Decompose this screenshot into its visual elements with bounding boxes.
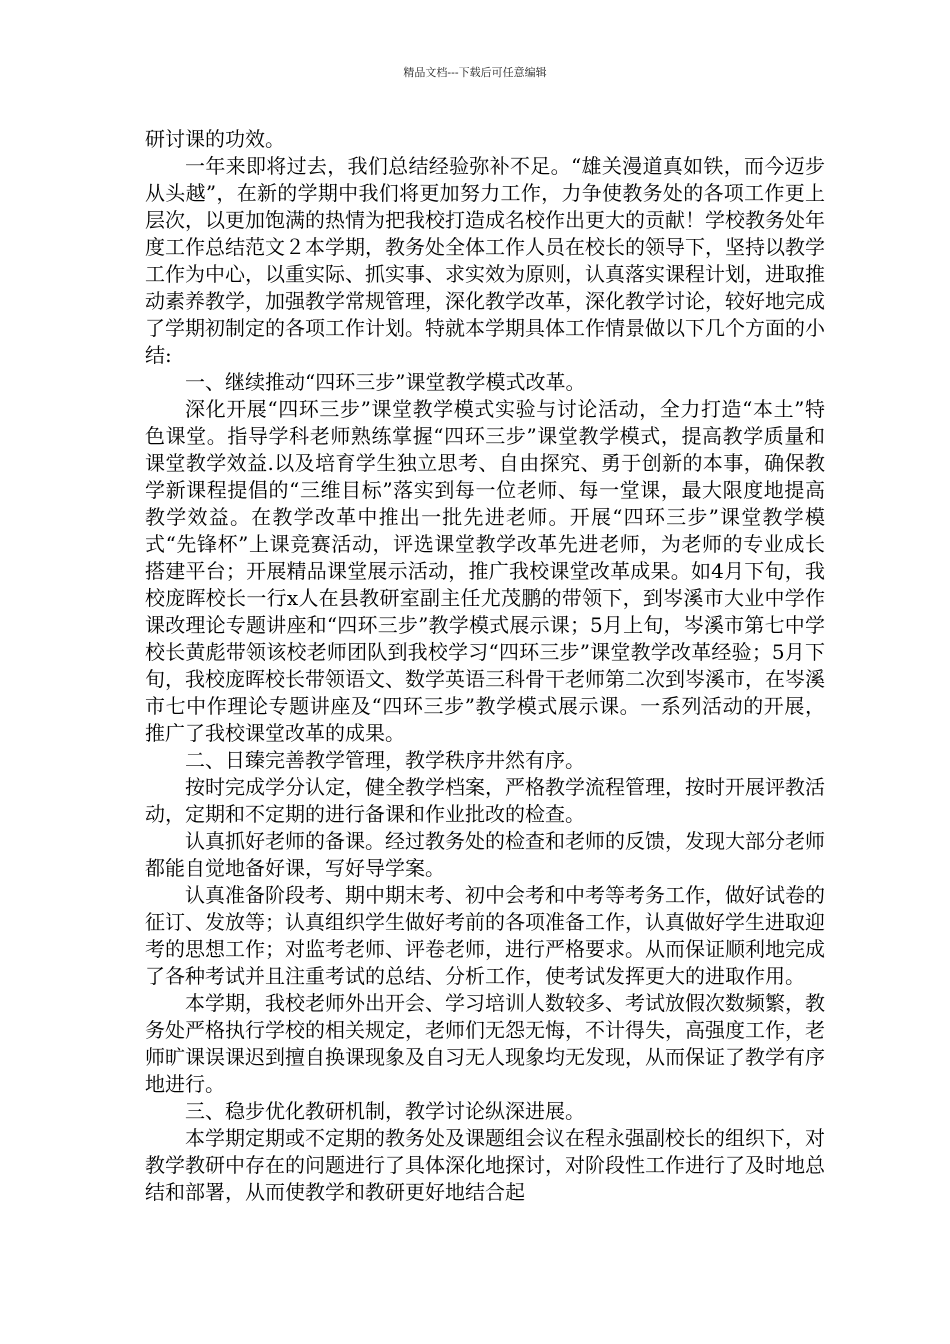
section-heading: 三、稳步优化教研机制，教学讨论纵深进展。 bbox=[185, 1099, 585, 1123]
section-heading: 一、继续推动“四环三步”课堂教学模式改革。 bbox=[185, 370, 586, 394]
document-body bbox=[145, 126, 825, 1206]
paragraph: 深化开展“四环三步”课堂教学模式实验与讨论活动，全力打造“本土”特色课堂。指导学科老师熟练掌握“四环三步”课堂教学模式，提高教学质量和课堂教学效益.以及培育学生独立思考、自由探究、勇于创新的本事，确保教学新课程提倡的“三维目标”落实到每一位老师、每一堂课，最大限度地提高教学效益。在教学改革中推出一批先进老师。开展“四环三步”课堂教学模式“先锋杯”上课竞赛活动，评选课堂教学改革先进老师，为老师的专业成长搭建平台；开展精品课堂展示活动，推广我校课堂改革成果。如4月下旬，我校庞晖校长一行x人在县教研室副主任尤茂鹏的带领下，到岑溪市大业中学作课改理论专题讲座和“四环三步”教学模式展示课；5月上旬，岑溪市第七中学校长黄彪带领该校老师团队到我校学习“四环三步”课堂教学改革经验；5月下旬，我校庞晖校长带领语文、数学英语三科骨干老师第二次到岑溪市，在岑溪市七中作理论专题讲座及“四环三步”教学模式展示课。一系列活动的开展，推广了我校课堂改革的成果。 bbox=[145, 397, 825, 745]
paragraph: 按时完成学分认定，健全教学档案，严格教学流程管理，按时开展评教活动，定期和不定期的进行备课和作业批改的检查。 bbox=[145, 775, 825, 826]
paragraph: 认真抓好老师的备课。经过教务处的检查和老师的反馈，发现大部分老师都能自觉地备好课，写好导学案。 bbox=[145, 829, 825, 880]
paragraph: 认真准备阶段考、期中期末考、初中会考和中考等考务工作，做好试卷的征订、发放等；认真组织学生做好考前的各项准备工作，认真做好学生进取迎考的思想工作；对监考老师、评卷老师，进行严格要求。从而保证顺利地完成了各种考试并且注重考试的总结、分析工作，使考试发挥更大的进取作用。 bbox=[145, 883, 825, 988]
paragraph: 研讨课的功效。 bbox=[145, 127, 285, 151]
paragraph: 一年来即将过去，我们总结经验弥补不足。“雄关漫道真如铁，而今迈步从头越”，在新的学期中我们将更加努力工作，力争使教务处的各项工作更上层次，以更加饱满的热情为把我校打造成名校作出更大的贡献！学校教务处年度工作总结范文２本学期，教务处全体工作人员在校长的领导下，坚持以教学工作为中心，以重实际、抓实事、求实效为原则，认真落实课程计划，进取推动素养教学，加强教学常规管理，深化教学改革，深化教学讨论，较好地完成了学期初制定的各项工作计划。特就本学期具体工作情景做以下几个方面的小结: bbox=[145, 154, 825, 367]
paragraph: 本学期，我校老师外出开会、学习培训人数较多、考试放假次数频繁，教务处严格执行学校的相关规定，老师们无怨无悔，不计得失，高强度工作，老师旷课误课迟到擅自换课现象及自习无人现象均无发现，从而保证了教学有序地进行。 bbox=[145, 991, 825, 1096]
page-header: 精品文档---下载后可任意编辑 bbox=[403, 66, 547, 79]
section-heading: 二、日臻完善教学管理，教学秩序井然有序。 bbox=[185, 748, 585, 772]
paragraph: 本学期定期或不定期的教务处及课题组会议在程永强副校长的组织下，对教学教研中存在的问题进行了具体深化地探讨，对阶段性工作进行了及时地总结和部署，从而使教学和教研更好地结合起 bbox=[145, 1126, 825, 1204]
